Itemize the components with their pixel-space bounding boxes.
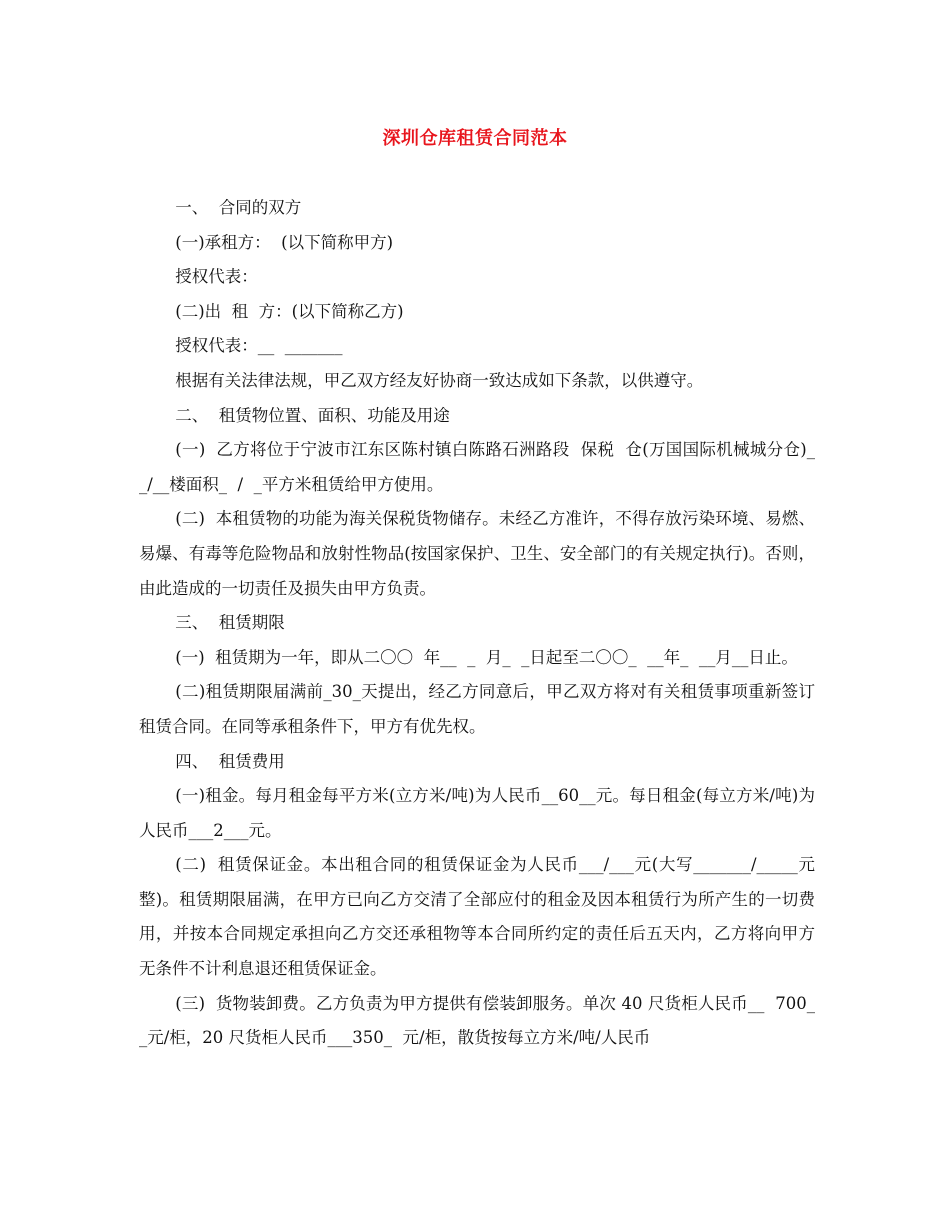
lessee-representative-line: 授权代表： xyxy=(175,267,258,287)
document-body xyxy=(139,191,815,1056)
document-title: 深圳仓库租赁合同范本 xyxy=(382,128,568,149)
section-4-heading: 四、 租赁费用 xyxy=(175,751,285,771)
clause-3-1: (一) 租赁期为一年，即从二〇〇 年__ _ 月_ _日起至二〇〇_ __年_ __月__日止。 xyxy=(175,647,798,667)
clause-4-1: (一)租金。每月租金每平方米(立方米/吨)为人民币__60__元。每日租金(每立方米/吨)为人民币___2___元。 xyxy=(139,786,815,840)
section-2-heading: 二、 租赁物位置、面积、功能及用途 xyxy=(175,405,450,425)
clause-2-1: (一) 乙方将位于宁波市江东区陈村镇白陈路石洲路段 保税 仓(万国国际机械城分仓)__/__楼面积_ / _平方米租赁给甲方使用。 xyxy=(139,440,815,494)
clause-2-2: (二) 本租赁物的功能为海关保税货物储存。未经乙方准许，不得存放污染环境、易燃、易爆、有毒等危险物品和放射性物品(按国家保护、卫生、安全部门的有关规定执行)。否则，由此造成的一切责任及损失由甲方负责。 xyxy=(139,509,815,598)
preamble-paragraph: 根据有关法律法规，甲乙双方经友好协商一致达成如下条款，以供遵守。 xyxy=(175,370,704,390)
clause-4-2: (二) 租赁保证金。本出租合同的租赁保证金为人民币___/___元(大写_______/_____元整)。租赁期限届满，在甲方已向乙方交清了全部应付的租金及因本租赁行为所产生的一切费用，并按本合同规定承担向乙方交还承租物等本合同所约定的责任后五天内，乙方将向甲方无条件不计利息退还租赁保证金。 xyxy=(139,855,815,979)
lessee-line: (一)承租方： (以下简称甲方) xyxy=(175,232,394,252)
clause-4-3: (三) 货物装卸费。乙方负责为甲方提供有偿装卸服务。单次 40 尺货柜人民币__ 700__元/柜，20 尺货柜人民币___350_ 元/柜，散货按每立方米/吨/人民币 xyxy=(139,993,815,1048)
lessor-line: (二)出 租 方：(以下简称乙方) xyxy=(175,301,404,321)
clause-3-2: (二)租赁期限届满前_30_天提出，经乙方同意后，甲乙双方将对有关租赁事项重新签订租赁合同。在同等承租条件下，甲方有优先权。 xyxy=(139,682,815,736)
section-3-heading: 三、 租赁期限 xyxy=(175,613,285,633)
lessor-representative-line: 授权代表：__ _______ xyxy=(175,336,343,356)
section-1-heading: 一、 合同的双方 xyxy=(175,198,302,217)
